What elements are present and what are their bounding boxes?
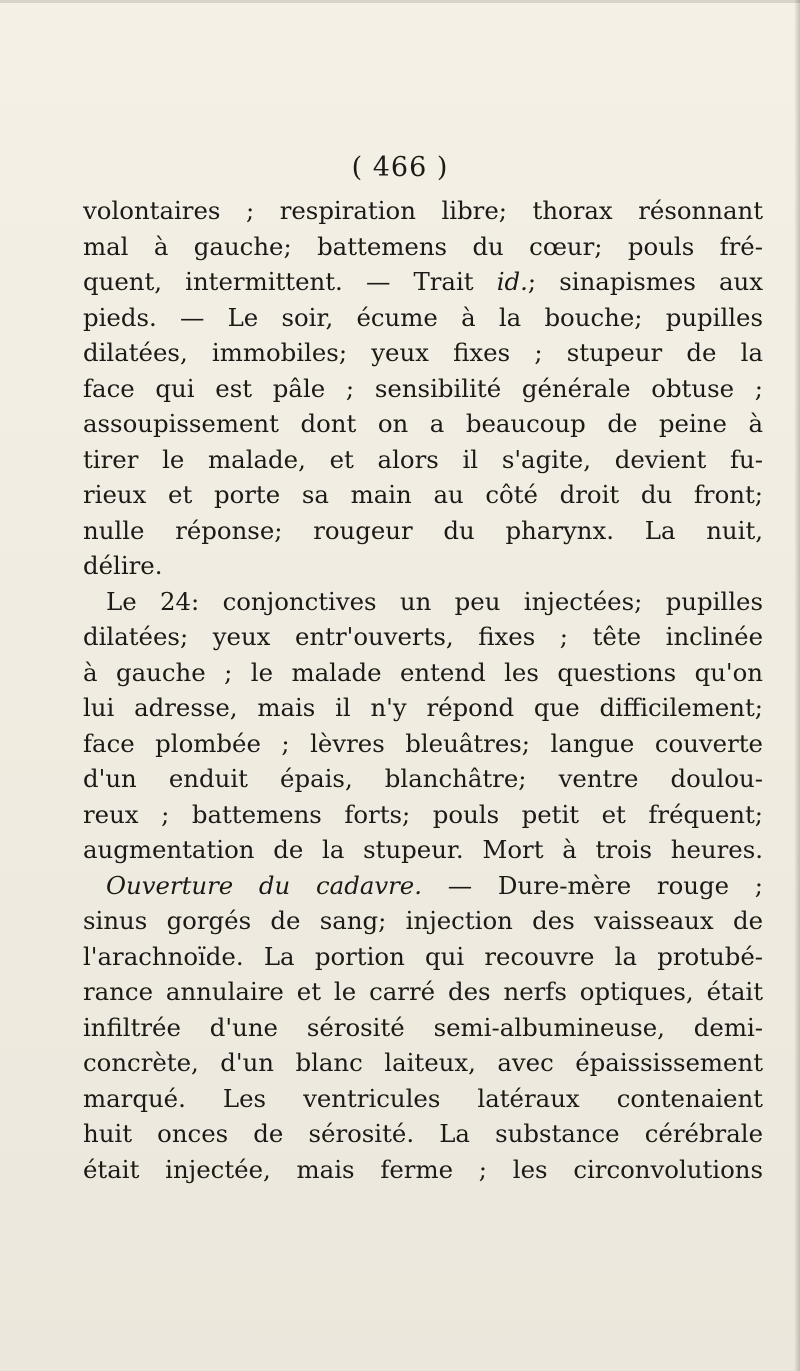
text-line: face qui est pâle ; sensibilité générale obtuse ; <box>83 373 763 403</box>
text-line: à gauche ; le malade entend les questions qu'on <box>83 657 763 687</box>
text-line: rieux et porte sa main au côté droit du front; <box>83 480 763 509</box>
section-heading: Ouverture du cadavre. <box>106 870 422 900</box>
abbreviation: id. <box>496 267 528 296</box>
text-line: nulle réponse; rougeur du pharynx. La nuit, <box>83 515 763 545</box>
text-line: quent, intermittent. — Trait id.; sinapismes aux <box>83 267 763 296</box>
text-line: sinus gorgés de sang; injection des vaisseaux de <box>83 906 763 935</box>
text-line: d'un enduit épais, blanchâtre; ventre doulou- <box>83 764 763 793</box>
text-line: dilatées, immobiles; yeux fixes ; stupeur de la <box>83 338 763 367</box>
text-line: assoupissement dont on a beaucoup de peine à <box>83 409 763 438</box>
text-line: dilatées; yeux entr'ouverts, fixes ; tête inclinée <box>83 622 763 651</box>
text-line: augmentation de la stupeur. Mort à trois heures. <box>83 835 763 864</box>
page-top-edge <box>0 0 800 3</box>
text-line: Le 24: conjonctives un peu injectées; pupilles <box>106 586 763 616</box>
text-line: volontaires ; respiration libre; thorax résonnant <box>83 196 763 225</box>
text-line: infiltrée d'une sérosité semi-albumineuse, demi- <box>83 1012 763 1042</box>
text-line: mal à gauche; battemens du cœur; pouls fré- <box>83 231 763 261</box>
text-line: marqué. Les ventricules latéraux contenaient <box>83 1083 763 1113</box>
text-line: rance annulaire et le carré des nerfs optiques, était <box>83 977 763 1006</box>
text-line: était injectée, mais ferme ; les circonvolutions <box>83 1154 763 1184</box>
text-line: reux ; battemens forts; pouls petit et fréquent; <box>83 799 763 829</box>
body-text <box>83 193 763 1187</box>
text-line: huit onces de sérosité. La substance cérébrale <box>83 1119 763 1148</box>
text-line: pieds. — Le soir, écume à la bouche; pupilles <box>83 302 763 332</box>
text-line: face plombée ; lèvres bleuâtres; langue couverte <box>83 728 763 758</box>
text-line: tirer le malade, et alors il s'agite, devient fu- <box>83 444 763 474</box>
text-line: délire. <box>83 551 163 580</box>
text-line: Ouverture du cadavre. — Dure-mère rouge ; <box>106 870 763 900</box>
text-line: l'arachnoïde. La portion qui recouvre la protubé- <box>83 941 763 971</box>
text-line: lui adresse, mais il n'y répond que difficilement; <box>83 693 763 722</box>
page-number: ( 466 ) <box>351 152 449 183</box>
page-right-edge <box>794 0 800 1371</box>
text-line: concrète, d'un blanc laiteux, avec épaississement <box>83 1048 763 1077</box>
